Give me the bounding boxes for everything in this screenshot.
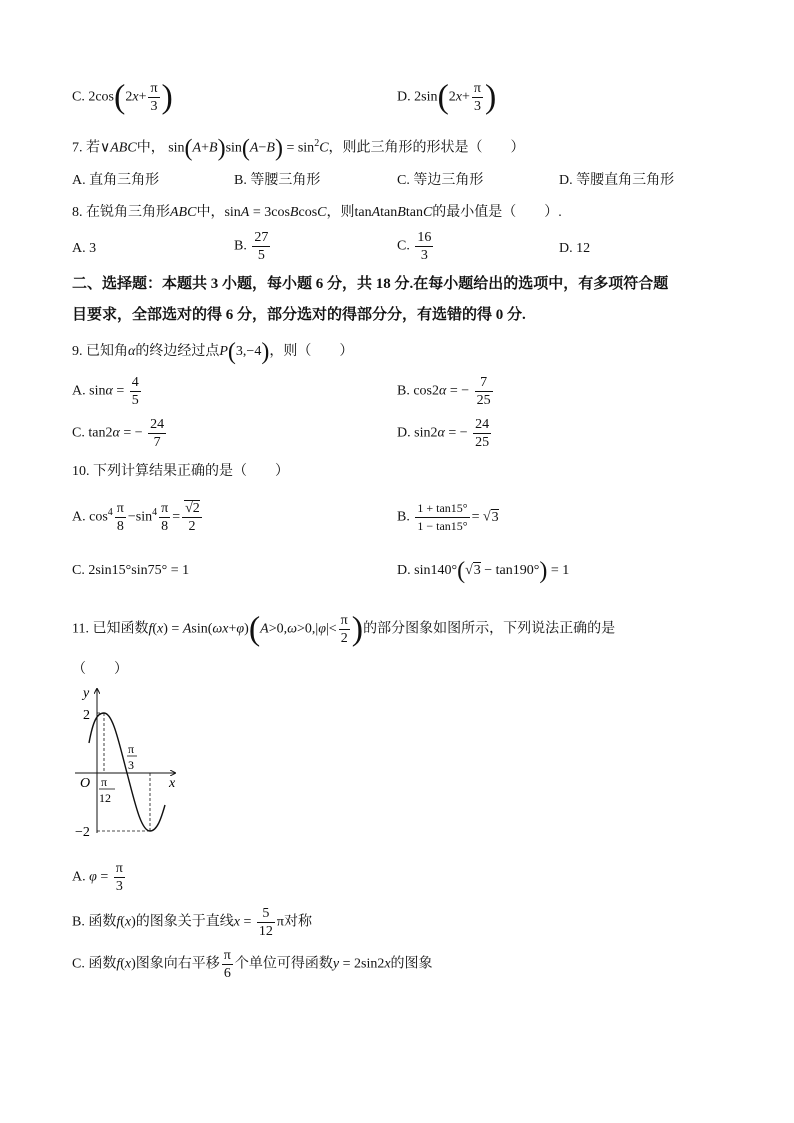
q6-option-d: D. 2sin(2x+ $\frac{\pi}{3}$ )	[397, 78, 497, 116]
q8-number: 8.	[72, 205, 83, 220]
q8-option-d: D. 12	[559, 241, 591, 256]
graph-ymin-label: −2	[75, 825, 90, 840]
q9-option-b: B. cos2α = − $\frac{7}{25}$	[397, 375, 491, 408]
q10-option-a: A. $\cos^4$ $\frac{\pi}{8}$ $-\sin^4$ $\frac{\pi}{8}$ = $\frac{√2}{2}$	[72, 501, 200, 534]
section2-line1: 二、选择题：本题共 3 小题，每小题 6 分，共 18 分.在每小题给出的选项中，有多项符合题	[72, 276, 669, 292]
q7-triangle: ABC	[110, 140, 137, 156]
q7-stem-prefix: 若∨	[86, 140, 111, 156]
q7-stem-mid: 中，	[136, 140, 165, 156]
q10-stem: 10. 下列计算结果正确的是（ ）	[72, 464, 289, 479]
q9-option-a: A. sinα = $\frac{4}{5}$	[72, 375, 139, 408]
graph-x-label: x	[169, 776, 176, 791]
q11-option-c: C. 函数f(x)图象向右平移 $\frac{\pi}{6}$ 个单位可得函数y = 2sin2x的图象	[72, 948, 433, 981]
graph-tick1-num: π	[101, 775, 108, 789]
q8-option-c: C. $\frac{16}{3}$	[397, 230, 432, 263]
q9-stem: 9. 已知角α的终边经过点P(3,−4)，则（ ）	[72, 339, 354, 365]
q9-option-d: D. sin2α = − $\frac{24}{25}$	[397, 417, 490, 450]
q8-stem-prefix: 在锐角三角形	[86, 205, 170, 220]
q11-paren: （ ）	[72, 662, 128, 677]
q6-option-d-label: D.	[397, 89, 411, 105]
sine-curve	[89, 713, 165, 831]
q9-option-c: C. tan2α = − $\frac{24}{7}$	[72, 417, 165, 450]
graph-tick2-num: π	[128, 742, 135, 756]
q8-option-b: B. $\frac{27}{5}$	[234, 230, 269, 263]
q11-stem: 11. 已知函数f(x) = Asin(ωx+φ)(A>0,ω>0,|φ|< $\frac{\pi}{2}$ )的部分图象如图所示，下列说法正确的是	[72, 610, 616, 648]
q7-option-a: A. 直角三角形	[72, 173, 160, 188]
q10-option-c: C. 2sin15°sin75° = 1	[72, 563, 190, 578]
graph-tick1-den: 12	[99, 791, 111, 805]
graph-tick2-den: 3	[128, 758, 134, 772]
q8-option-a: A. 3	[72, 241, 97, 256]
q7-number: 7.	[72, 140, 83, 156]
q10-option-d: D. sin140°(√3 − tan190°) = 1	[397, 558, 570, 584]
q11-graph	[75, 683, 195, 843]
q7-stem-suffix: ，则此三角形的形状是（ ）	[328, 140, 525, 156]
q7-option-c: C. 等边三角形	[397, 173, 484, 188]
q7-option-d: D. 等腰直角三角形	[559, 173, 675, 188]
graph-origin-label: O	[80, 776, 91, 791]
graph-ymax-label: 2	[83, 708, 90, 723]
q6-option-c-label: C.	[72, 89, 85, 105]
q7-stem: 7. 若∨ABC中， $\sin(A+B)\sin(A-B) = \sin^2C$，则此三角形的形状是（ ）	[72, 135, 525, 162]
graph-y-label: y	[83, 686, 90, 701]
q7-option-b: B. 等腰三角形	[234, 173, 321, 188]
q6-option-c: C. 2cos(2x+ $\frac{\pi}{3}$ )	[72, 78, 173, 116]
q8-stem: 8. 在锐角三角形ABC中，sinA = 3cosBcosC，则tanAtanBtanC的最小值是（ ）.	[72, 205, 562, 220]
q11-option-b: B. 函数f(x)的图象关于直线x = $\frac{5}{12}$ π对称	[72, 906, 312, 939]
q11-option-a: A. φ = $\frac{\pi}{3}$	[72, 861, 123, 894]
section2-line2: 目要求，全部选对的得 6 分，部分选对的得部分分，有选错的得 0 分.	[72, 307, 526, 323]
q10-option-b: B. $\frac{1 + \tan 15^\circ}{1 - \tan 15^\circ}$ = √3	[397, 501, 499, 533]
